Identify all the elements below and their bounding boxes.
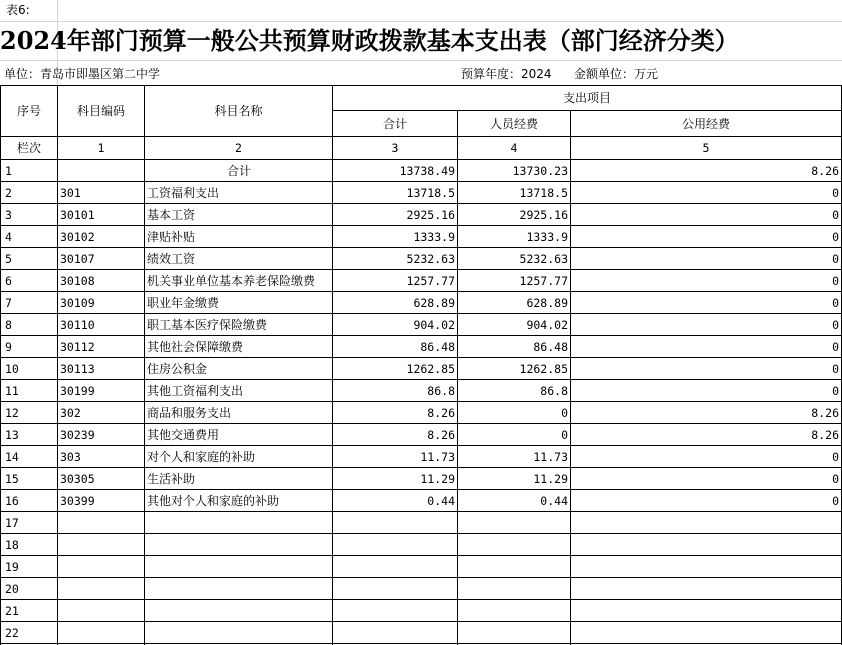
table-cell-name: 机关事业单位基本养老保险缴费	[147, 274, 316, 288]
table-cell-public: 0	[832, 186, 839, 200]
table-cell-total	[333, 604, 455, 618]
row-border	[0, 467, 842, 468]
table-cell-personnel	[458, 538, 568, 552]
table-cell-code	[60, 538, 143, 552]
table-cell-seq: 15	[5, 472, 19, 486]
table-cell-public	[571, 582, 839, 596]
table-cell-name: 职业年金缴费	[147, 296, 220, 310]
table-cell-seq: 17	[5, 516, 19, 530]
table-cell-personnel: 13718.5	[519, 186, 568, 200]
amount-unit: 金额单位：万元	[574, 67, 659, 81]
table-cell-code	[60, 604, 143, 618]
table-cell-seq: 9	[5, 340, 12, 354]
row-border	[0, 621, 842, 622]
table-cell-total: 0.44	[427, 494, 455, 508]
table-cell-code: 30112	[60, 340, 95, 354]
row-border	[0, 269, 842, 270]
row-border	[0, 489, 842, 490]
table-cell-name	[147, 604, 331, 618]
table-cell-seq: 18	[5, 538, 19, 552]
table-cell-personnel: 1333.9	[526, 230, 568, 244]
unit-label: 单位：青岛市即墨区第二中学	[4, 67, 161, 81]
table-cell-personnel: 86.48	[533, 340, 568, 354]
table-cell-seq: 4	[5, 230, 12, 244]
table-cell-public: 0	[832, 494, 839, 508]
table-cell-name: 基本工资	[147, 208, 196, 222]
table-cell-total: 2925.16	[406, 208, 455, 222]
table-cell-code: 30113	[60, 362, 95, 376]
table-border	[0, 159, 842, 160]
row-border	[0, 511, 842, 512]
table-cell-personnel: 5232.63	[519, 252, 568, 266]
table-cell-total: 1257.77	[406, 274, 455, 288]
table-cell-name: 工资福利支出	[147, 186, 220, 200]
table-cell-personnel: 11.29	[533, 472, 568, 486]
table-cell-total: 11.73	[420, 450, 455, 464]
table-cell-public: 0	[832, 208, 839, 222]
table-cell-total: 86.8	[427, 384, 455, 398]
table-cell-total: 1333.9	[413, 230, 455, 244]
table-cell-name: 住房公积金	[147, 362, 208, 376]
table-cell-seq: 12	[5, 406, 19, 420]
table-cell-seq: 11	[5, 384, 19, 398]
table-cell-personnel: 0.44	[540, 494, 568, 508]
table-cell-code: 30107	[60, 252, 95, 266]
table-cell-total	[333, 538, 455, 552]
table-cell-public: 0	[832, 384, 839, 398]
table-cell-name: 其他社会保障缴费	[147, 340, 244, 354]
table-cell-total: 904.02	[413, 318, 455, 332]
table-cell-personnel	[458, 516, 568, 530]
table-cell-personnel: 904.02	[526, 318, 568, 332]
table-cell-public: 0	[832, 450, 839, 464]
row-border	[0, 335, 842, 336]
table-cell-public	[571, 560, 839, 574]
table-cell-total: 8.26	[427, 406, 455, 420]
table-cell-seq: 8	[5, 318, 12, 332]
table-cell-name: 生活补助	[147, 472, 196, 486]
table-cell-seq: 22	[5, 626, 19, 640]
row-border	[0, 379, 842, 380]
table-cell-code: 301	[60, 186, 81, 200]
table-cell-code	[60, 582, 143, 596]
table-cell-code	[60, 626, 143, 640]
table-cell-personnel: 86.8	[540, 384, 568, 398]
gridline	[0, 60, 842, 61]
table-cell-personnel: 13730.23	[512, 164, 568, 178]
row-border	[0, 181, 842, 182]
row-border	[0, 445, 842, 446]
table-cell-name: 绩效工资	[147, 252, 196, 266]
column-index-label: 栏次	[16, 141, 41, 155]
header-public: 公用经费	[681, 116, 730, 131]
row-border	[0, 225, 842, 226]
row-border	[0, 401, 842, 402]
row-border	[0, 643, 842, 644]
header-name: 科目名称	[214, 104, 263, 118]
row-border	[0, 203, 842, 204]
table-cell-public	[571, 516, 839, 530]
table-cell-public: 8.26	[811, 428, 839, 442]
row-border	[0, 357, 842, 358]
column-index-2: 2	[235, 141, 242, 155]
table-cell-seq: 1	[5, 164, 12, 178]
table-cell-personnel: 628.89	[526, 296, 568, 310]
budget-year: 预算年度：2024	[461, 67, 552, 81]
table-cell-total: 8.26	[427, 428, 455, 442]
table-cell-seq: 5	[5, 252, 12, 266]
table-cell-total	[333, 626, 455, 640]
table-cell-personnel	[458, 604, 568, 618]
table-cell-public	[571, 604, 839, 618]
row-border	[0, 247, 842, 248]
table-cell-code: 30110	[60, 318, 95, 332]
table-cell-public	[571, 626, 839, 640]
table-cell-personnel: 0	[561, 406, 568, 420]
table-cell-public: 8.26	[811, 164, 839, 178]
table-cell-total: 13738.49	[399, 164, 455, 178]
column-index-5: 5	[702, 141, 710, 155]
table-cell-seq: 19	[5, 560, 19, 574]
table-cell-personnel	[458, 560, 568, 574]
table-border	[0, 85, 1, 645]
table-cell-code: 30199	[60, 384, 95, 398]
column-index-1: 1	[97, 141, 105, 155]
table-border	[144, 85, 145, 645]
column-index-3: 3	[391, 141, 399, 155]
table-border	[57, 85, 58, 645]
table-cell-name	[147, 538, 331, 552]
table-cell-total: 86.48	[420, 340, 455, 354]
table-cell-name: 其他对个人和家庭的补助	[147, 494, 280, 508]
table-cell-code	[60, 560, 143, 574]
header-code: 科目编码	[76, 104, 125, 118]
table-cell-name: 对个人和家庭的补助	[147, 450, 256, 464]
table-cell-seq: 21	[5, 604, 19, 618]
table-cell-public: 0	[832, 274, 839, 288]
table-cell-personnel: 0	[561, 428, 568, 442]
table-cell-code	[60, 164, 143, 178]
table-cell-public: 0	[832, 318, 839, 332]
table-cell-seq: 2	[5, 186, 12, 200]
table-cell-seq: 10	[5, 362, 19, 376]
table-cell-total: 1262.85	[406, 362, 455, 376]
header-personnel: 人员经费	[489, 116, 538, 131]
table-cell-personnel	[458, 582, 568, 596]
table-cell-public: 0	[832, 340, 839, 354]
table-cell-name	[147, 560, 331, 574]
table-cell-personnel: 2925.16	[519, 208, 568, 222]
table-cell-personnel: 11.73	[533, 450, 568, 464]
header-seq: 序号	[16, 104, 41, 118]
table-cell-code: 30399	[60, 494, 95, 508]
table-cell-code: 30109	[60, 296, 95, 310]
table-cell-name: 其他交通费用	[147, 428, 220, 442]
table-cell-name	[147, 626, 331, 640]
row-border	[0, 291, 842, 292]
table-cell-public: 0	[832, 230, 839, 244]
table-cell-public: 0	[832, 252, 839, 266]
table-cell-seq: 3	[5, 208, 12, 222]
row-border	[0, 423, 842, 424]
table-number: 表6:	[6, 3, 30, 17]
table-cell-code	[60, 516, 143, 530]
table-cell-code: 30305	[60, 472, 95, 486]
table-cell-total: 13718.5	[406, 186, 455, 200]
table-cell-code: 30239	[60, 428, 95, 442]
row-border	[0, 555, 842, 556]
table-cell-seq: 20	[5, 582, 19, 596]
table-cell-personnel	[458, 626, 568, 640]
table-cell-public: 8.26	[811, 406, 839, 420]
table-cell-seq: 13	[5, 428, 19, 442]
table-cell-total	[333, 582, 455, 596]
table-cell-code: 303	[60, 450, 81, 464]
table-cell-seq: 7	[5, 296, 12, 310]
table-cell-public: 0	[832, 296, 839, 310]
table-cell-code: 30102	[60, 230, 95, 244]
table-cell-seq: 16	[5, 494, 19, 508]
table-cell-name: 津贴补贴	[147, 230, 196, 244]
table-cell-total: 11.29	[420, 472, 455, 486]
row-border	[0, 533, 842, 534]
header-expenditure: 支出项目	[562, 91, 611, 105]
row-border	[0, 313, 842, 314]
table-cell-total	[333, 516, 455, 530]
page-title: 2024年部门预算一般公共预算财政拨款基本支出表（部门经济分类）	[0, 26, 739, 55]
table-cell-public: 0	[832, 472, 839, 486]
table-cell-personnel: 1257.77	[519, 274, 568, 288]
table-cell-public: 0	[832, 362, 839, 376]
column-index-4: 4	[510, 141, 518, 155]
table-cell-seq: 6	[5, 274, 12, 288]
table-cell-code: 30108	[60, 274, 95, 288]
table-cell-name: 其他工资福利支出	[147, 384, 244, 398]
table-cell-name: 合计	[226, 164, 251, 178]
table-cell-total	[333, 560, 455, 574]
table-cell-seq: 14	[5, 450, 19, 464]
table-cell-personnel: 1262.85	[519, 362, 568, 376]
table-cell-name: 商品和服务支出	[147, 406, 232, 420]
table-cell-total: 5232.63	[406, 252, 455, 266]
header-total: 合计	[382, 116, 407, 131]
table-cell-name	[147, 516, 331, 530]
table-cell-total: 628.89	[413, 296, 455, 310]
table-cell-code: 302	[60, 406, 81, 420]
row-border	[0, 577, 842, 578]
row-border	[0, 599, 842, 600]
table-cell-code: 30101	[60, 208, 95, 222]
table-cell-public	[571, 538, 839, 552]
table-cell-name: 职工基本医疗保险缴费	[147, 318, 268, 332]
table-cell-name	[147, 582, 331, 596]
